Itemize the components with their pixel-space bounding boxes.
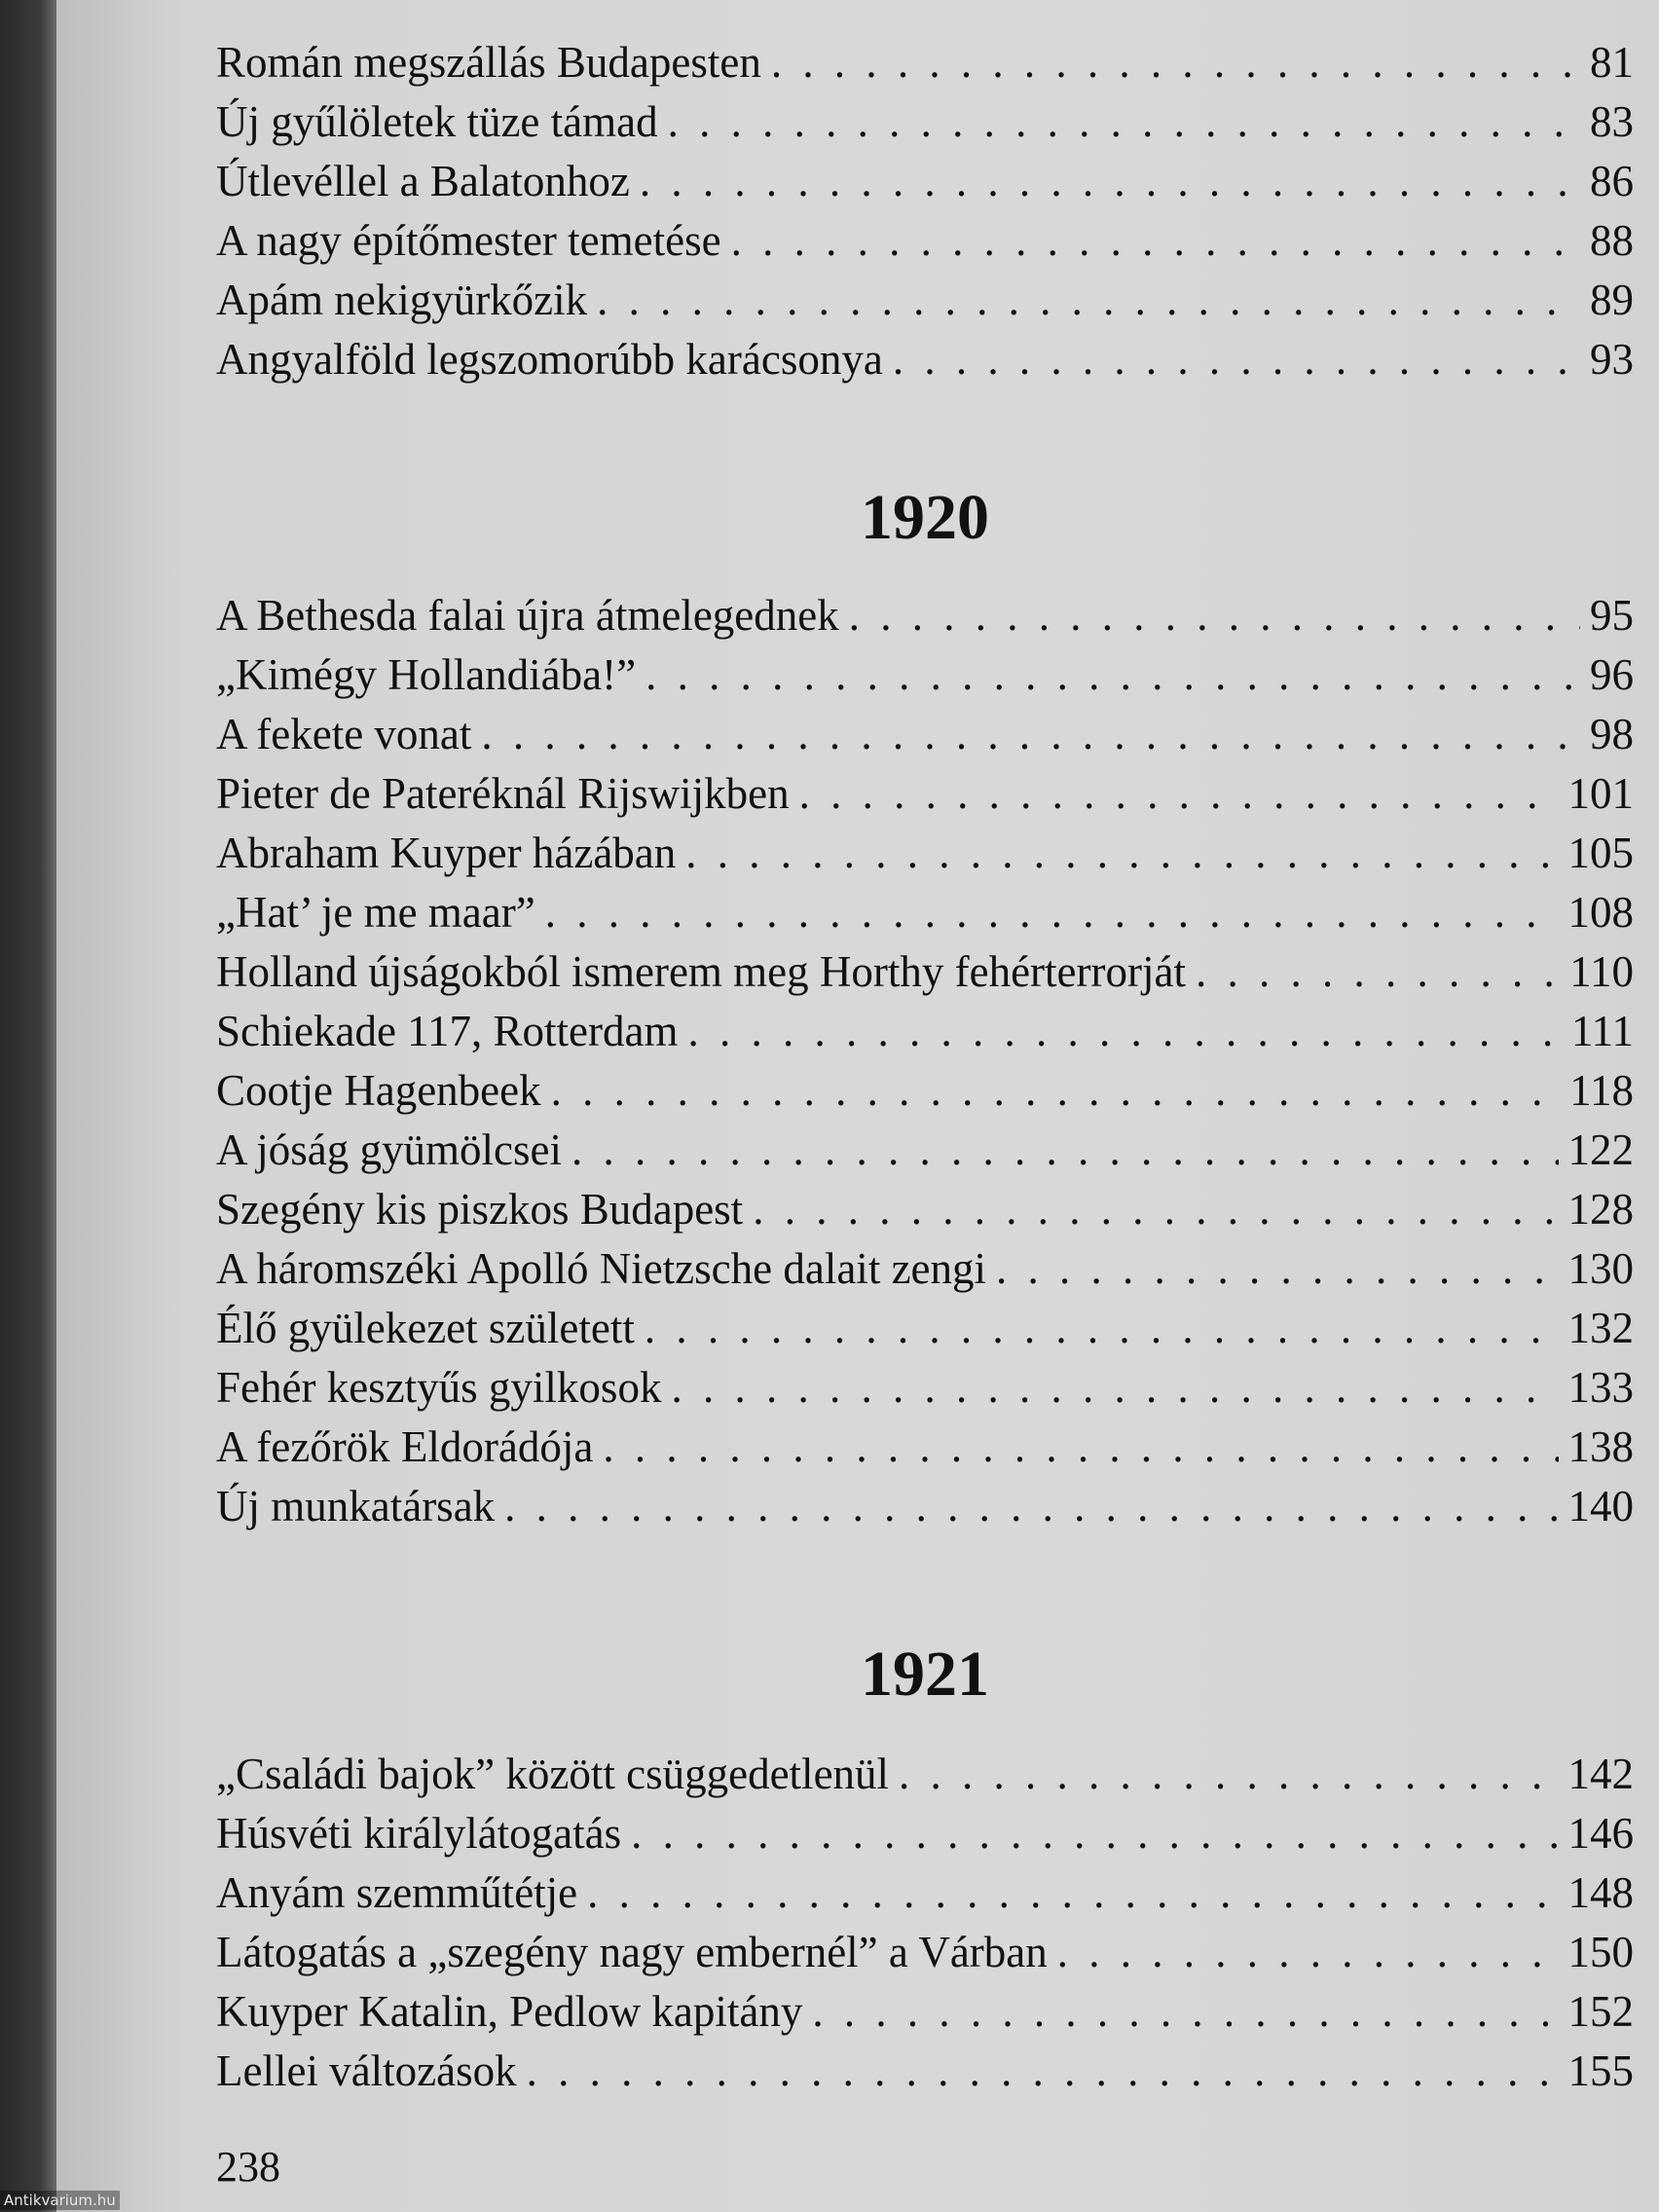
toc-entry-page: 86 — [1590, 157, 1634, 205]
toc-entry-title: Útlevéllel a Balatonhoz — [216, 157, 630, 205]
toc-leader-dots — [1196, 942, 1560, 1002]
toc-entry-title: „Kimégy Hollandiába!” — [216, 650, 637, 699]
toc-entry-title: A nagy építőmester temetése — [216, 216, 721, 265]
toc-entry-title: Fehér kesztyűs gyilkosok — [216, 1363, 662, 1412]
toc-leader-dots — [527, 2042, 1559, 2101]
toc-entry-page: 138 — [1567, 1422, 1634, 1471]
toc-entry-title: Cootje Hagenbeek — [216, 1066, 541, 1115]
toc-entry-page: 81 — [1590, 38, 1634, 87]
toc-entry — [216, 2042, 1634, 2101]
toc-entry — [216, 1745, 1634, 1804]
toc-entry-title: Élő gyülekezet született — [216, 1304, 635, 1352]
toc-leader-dots — [551, 1061, 1561, 1121]
toc-entry-page: 122 — [1567, 1125, 1634, 1174]
toc-entry — [216, 1239, 1634, 1299]
toc-leader-dots — [603, 1418, 1558, 1477]
toc-leader-dots — [545, 883, 1559, 942]
toc-leader-dots — [799, 764, 1559, 824]
toc-entry — [216, 942, 1634, 1002]
toc-entry — [216, 1002, 1634, 1061]
toc-leader-dots — [640, 152, 1580, 211]
toc-leader-dots — [645, 645, 1580, 705]
toc-entry — [216, 1121, 1634, 1180]
toc-entry-title: Anyám szemműtétje — [216, 1868, 578, 1917]
toc-entry — [216, 824, 1634, 883]
toc-entry-title: A Bethesda falai újra átmelegednek — [216, 591, 839, 640]
toc-entry — [216, 1418, 1634, 1477]
toc-leader-dots — [753, 1180, 1558, 1239]
toc-entry-title: Román megszállás Budapesten — [216, 38, 761, 87]
toc-leader-dots — [597, 271, 1580, 330]
toc-entry-page: 128 — [1567, 1185, 1634, 1234]
toc-entry-title: „Családi bajok” között csüggedetlenül — [216, 1750, 890, 1798]
toc-leader-dots — [571, 1121, 1559, 1180]
toc-entry-title: Abraham Kuyper házában — [216, 829, 677, 877]
toc-leader-dots — [668, 92, 1580, 152]
book-spine-shadow — [0, 0, 56, 2212]
toc-leader-dots — [645, 1299, 1559, 1358]
toc-section-1920 — [216, 586, 1634, 1536]
toc-entry-page: 96 — [1590, 650, 1634, 699]
toc-entry — [216, 1299, 1634, 1358]
toc-entry-page: 89 — [1590, 276, 1634, 324]
toc-entry — [216, 1863, 1634, 1923]
toc-entry-page: 130 — [1567, 1244, 1634, 1293]
toc-leader-dots — [631, 1804, 1558, 1863]
toc-entry-title: Pieter de Pateréknál Rijswijkben — [216, 769, 790, 818]
toc-leader-dots — [849, 586, 1580, 645]
toc-entry-page: 101 — [1567, 769, 1634, 818]
toc-entry-page: 105 — [1567, 829, 1634, 877]
toc-entry — [216, 211, 1634, 271]
toc-entry-title: „Hat’ je me maar” — [216, 888, 535, 937]
toc-entry-title: Lellei változások — [216, 2046, 517, 2095]
toc-entry-title: Húsvéti királylátogatás — [216, 1809, 622, 1858]
toc-leader-dots — [1057, 1923, 1559, 1982]
toc-entry-page: 152 — [1567, 1987, 1634, 2036]
toc-entry-title: Kuyper Katalin, Pedlow kapitány — [216, 1987, 803, 2036]
toc-entry-page: 150 — [1567, 1928, 1634, 1976]
toc-entry — [216, 1477, 1634, 1536]
toc-leader-dots — [899, 1745, 1558, 1804]
toc-entry-title: A fekete vonat — [216, 710, 472, 758]
toc-entry-page: 93 — [1590, 335, 1634, 384]
toc-entry — [216, 1923, 1634, 1982]
toc-entry — [216, 705, 1634, 764]
toc-entry — [216, 92, 1634, 152]
toc-entry-page: 132 — [1567, 1304, 1634, 1352]
toc-entry — [216, 764, 1634, 824]
toc-entry-page: 133 — [1567, 1363, 1634, 1412]
toc-leader-dots — [587, 1863, 1558, 1923]
toc-leader-dots — [687, 1002, 1561, 1061]
toc-entry — [216, 586, 1634, 645]
page-number: 238 — [216, 2143, 280, 2191]
toc-section-1921 — [216, 1745, 1634, 2101]
toc-entry-page: 118 — [1569, 1066, 1634, 1115]
toc-leader-dots — [671, 1358, 1558, 1418]
toc-entry — [216, 33, 1634, 92]
toc-entry-page: 155 — [1567, 2046, 1634, 2095]
toc-entry-title: Szegény kis piszkos Budapest — [216, 1185, 744, 1234]
toc-entry-page: 142 — [1567, 1750, 1634, 1798]
toc-entry — [216, 1061, 1634, 1121]
toc-leader-dots — [996, 1239, 1558, 1299]
year-heading: 1920 — [861, 482, 989, 553]
toc-entry — [216, 883, 1634, 942]
toc-entry — [216, 1982, 1634, 2042]
toc-leader-dots — [731, 211, 1580, 271]
toc-entry-page: 98 — [1590, 710, 1634, 758]
toc-entry-title: Holland újságokból ismerem meg Horthy fehérterrorját — [216, 947, 1186, 996]
toc-entry-title: Új gyűlöletek tüze támad — [216, 97, 658, 146]
toc-entry-page: 148 — [1567, 1868, 1634, 1917]
toc-entry — [216, 271, 1634, 330]
toc-leader-dots — [504, 1477, 1558, 1536]
watermark: Antikvarium.hu — [0, 2191, 120, 2210]
toc-entry-title: A fezőrök Eldorádója — [216, 1422, 594, 1471]
toc-entry — [216, 1804, 1634, 1863]
toc-entry-page: 88 — [1590, 216, 1634, 265]
toc-entry — [216, 1180, 1634, 1239]
toc-leader-dots — [481, 705, 1580, 764]
toc-section-continued — [216, 33, 1634, 389]
toc-entry-page: 83 — [1590, 97, 1634, 146]
toc-entry-title: Angyalföld legszomorúbb karácsonya — [216, 335, 883, 384]
toc-entry-title: A háromszéki Apolló Nietzsche dalait zengi — [216, 1244, 987, 1293]
toc-entry-title: Látogatás a „szegény nagy embernél” a Várban — [216, 1928, 1048, 1976]
toc-entry-page: 95 — [1590, 591, 1634, 640]
toc-entry-page: 146 — [1567, 1809, 1634, 1858]
toc-entry-title: Apám nekigyürkőzik — [216, 276, 588, 324]
toc-entry-title: Schiekade 117, Rotterdam — [216, 1007, 679, 1055]
toc-entry-page: 110 — [1569, 947, 1634, 996]
toc-entry — [216, 1358, 1634, 1418]
toc-leader-dots — [893, 330, 1580, 389]
toc-entry — [216, 152, 1634, 211]
toc-entry — [216, 330, 1634, 389]
toc-entry-page: 108 — [1567, 888, 1634, 937]
year-heading: 1921 — [861, 1639, 989, 1710]
toc-entry-title: A jóság gyümölcsei — [216, 1125, 562, 1174]
toc-leader-dots — [685, 824, 1558, 883]
toc-entry-page: 140 — [1567, 1482, 1634, 1530]
toc-entry-title: Új munkatársak — [216, 1482, 496, 1530]
toc-entry-page: 111 — [1570, 1007, 1634, 1055]
toc-leader-dots — [812, 1982, 1558, 2042]
toc-leader-dots — [771, 33, 1580, 92]
toc-entry — [216, 645, 1634, 705]
